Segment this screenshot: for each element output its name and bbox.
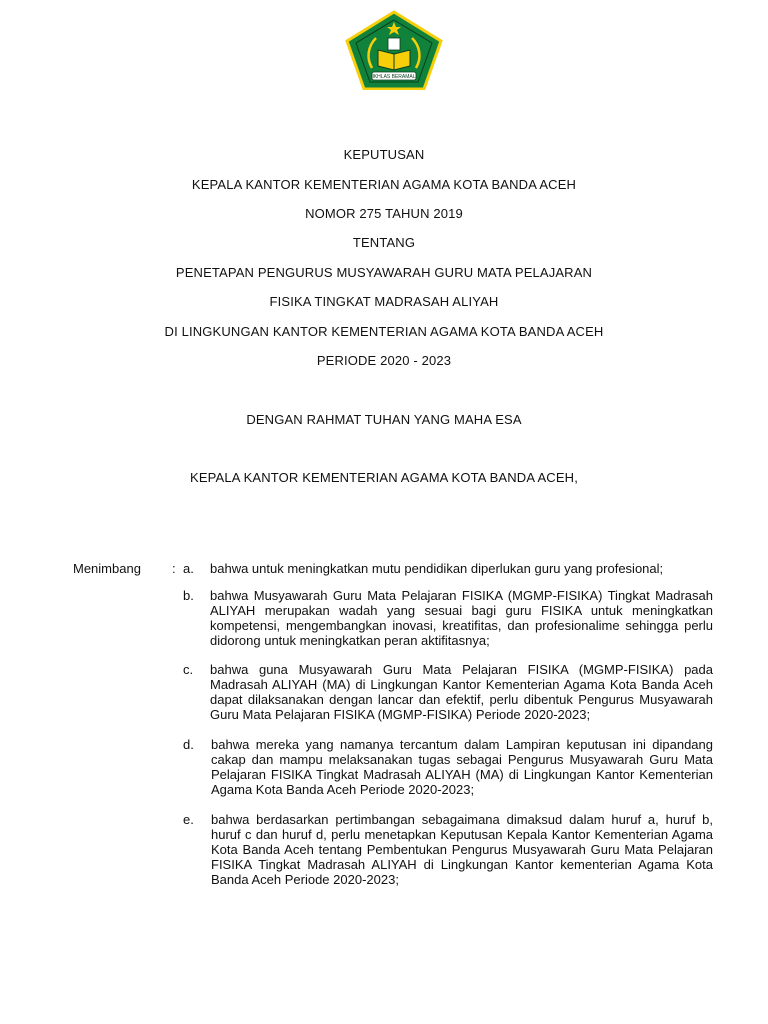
issuer-line: KEPALA KANTOR KEMENTERIAN AGAMA KOTA BANDA ACEH xyxy=(191,177,577,192)
item-letter: e. xyxy=(183,812,194,827)
subject-line-2: FISIKA TINGKAT MADRASAH ALIYAH xyxy=(269,294,499,309)
considering-item-b: bahwa Musyawarah Guru Mata Pelajaran FISIKA (MGMP-FISIKA) Tingkat Madrasah ALIYAH merupakan wadah yang sesuai bagi guru FISIKA untuk meningkatkan kompetensi, mengembangkan inovasi, kreatifitas, dan profesionalime sehingga perlu didorong untuk meningkatkan peran aktifitasnya; xyxy=(210,588,713,648)
considering-label: Menimbang xyxy=(73,561,141,576)
considering-item-e: bahwa berdasarkan pertimbangan sebagaimana dimaksud dalam huruf a, huruf b, huruf c dan huruf d, perlu menetapkan Keputusan Kepala Kantor Kementerian Agama Kota Banda Aceh tentang Pembentukan Pengurus Musyawarah Guru Mata Pelajaran FISIKA Tingkat Madrasah ALIYAH di Lingkungan Kantor kementerian Agama Kota Banda Aceh Periode 2020-2023; xyxy=(211,812,713,887)
considering-item-c: bahwa guna Musyawarah Guru Mata Pelajaran FISIKA (MGMP-FISIKA) pada Madrasah ALIYAH (MA) di Lingkungan Kantor Kementerian Agama Kota Banda Aceh dapat dilaksanakan dengan lancar dan efektif, perlu dibentuk Pengurus Musyawarah Guru Mata Pelajaran FISIKA (MGMP-FISIKA) Periode 2020-2023; xyxy=(210,662,713,722)
subject-line-1: PENETAPAN PENGURUS MUSYAWARAH GURU MATA PELAJARAN xyxy=(175,265,593,280)
blessing-line: DENGAN RAHMAT TUHAN YANG MAHA ESA xyxy=(246,412,522,427)
authority-line: KEPALA KANTOR KEMENTERIAN AGAMA KOTA BANDA ACEH, xyxy=(190,470,578,485)
decree-number: NOMOR 275 TAHUN 2019 xyxy=(305,206,463,221)
logo-motto: IKHLAS BERAMAL xyxy=(372,74,416,81)
considering-colon: : xyxy=(172,561,176,576)
item-letter: c. xyxy=(183,662,194,677)
item-letter: b. xyxy=(183,588,194,603)
subject-line-3: DI LINGKUNGAN KANTOR KEMENTERIAN AGAMA KOTA BANDA ACEH xyxy=(164,324,604,339)
considering-item-a: bahwa untuk meningkatkan mutu pendidikan diperlukan guru yang profesional; xyxy=(210,561,664,576)
item-letter: a. xyxy=(183,561,194,576)
kemenag-emblem-icon xyxy=(344,10,444,90)
considering-item-d: bahwa mereka yang namanya tercantum dalam Lampiran keputusan ini dipandang cakap dan mampu melaksanakan tugas sebagai Pengurus Musyawarah Guru Mata Pelajaran FISIKA Tingkat Madrasah ALIYAH (MA) di Lingkungan Kantor Kementerian Agama Kota Banda Aceh Periode 2020-2023; xyxy=(211,737,713,797)
item-letter: d. xyxy=(183,737,194,752)
period-line: PERIODE 2020 - 2023 xyxy=(316,353,452,368)
about-line: TENTANG xyxy=(352,235,416,250)
doc-type-title: KEPUTUSAN xyxy=(343,147,425,162)
